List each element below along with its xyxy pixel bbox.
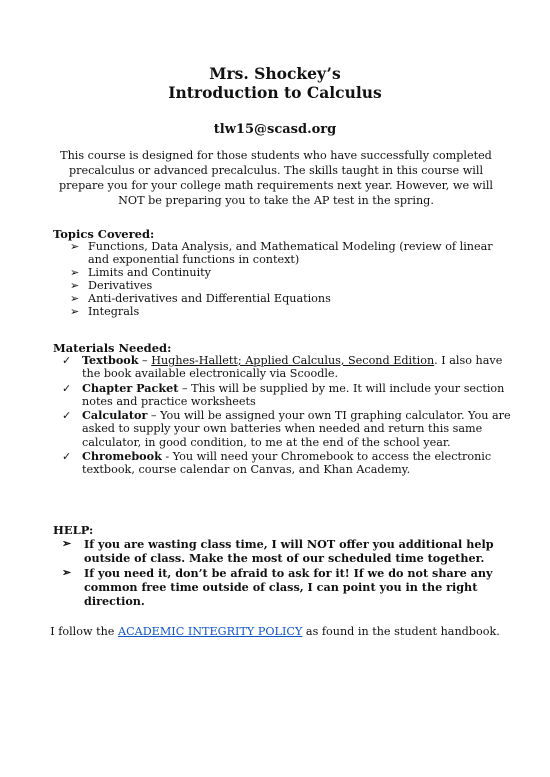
- list-item: ➢ Functions, Data Analysis, and Mathematical Modeling (review of linear and exponential functions in context): [70, 240, 493, 266]
- arrow-bullet-icon: ➢: [70, 292, 80, 305]
- material-label-textbook: Textbook: [82, 353, 139, 367]
- help-heading: HELP:: [53, 523, 94, 537]
- teacher-email: tlw15@scasd.org: [213, 122, 337, 137]
- materials-list: [62, 354, 512, 478]
- document-title: [0, 64, 550, 102]
- materials-heading: Materials Needed:: [53, 341, 172, 355]
- list-item: ➢ Derivatives: [70, 279, 153, 292]
- check-icon: ✓: [62, 381, 72, 395]
- arrow-bullet-icon: ➢: [70, 266, 80, 279]
- list-item: ➢ Integrals: [70, 305, 140, 318]
- arrow-bullet-icon: ➢: [70, 279, 80, 292]
- title-line-2: Introduction to Calculus: [168, 83, 382, 102]
- integrity-note: I follow the ACADEMIC INTEGRITY POLICY as found in the student handbook.: [50, 625, 500, 638]
- list-item: ➢ If you are wasting class time, I will NOT offer you additional help outside of class. Make the most of our scheduled time together.: [62, 537, 494, 565]
- academic-integrity-link[interactable]: ACADEMIC INTEGRITY POLICY: [117, 625, 303, 638]
- list-item: ➢ Anti-derivatives and Differential Equations: [70, 292, 331, 305]
- intro-paragraph: This course is designed for those students who have successfully completed precalculus or advanced precalculus. The skills taught in this course will prepare you for your college math requirements next year. However, we will NOT be preparing you to take the AP test in the spring.: [59, 149, 493, 207]
- arrow-bullet-icon: ➢: [62, 566, 72, 579]
- arrow-bullet-icon: ➢: [70, 240, 80, 253]
- check-icon: ✓: [62, 450, 72, 464]
- list-item: ✓ Chapter Packet – This will be supplied by me. It will include your section notes and practice worksheets: [62, 380, 505, 408]
- topics-list: [70, 240, 510, 318]
- textbook-title: Hughes-Hallett; Applied Calculus, Second Edition: [151, 354, 435, 367]
- title-line-1: Mrs. Shockey’s: [209, 64, 341, 83]
- check-icon: ✓: [62, 409, 72, 423]
- material-label-chromebook: Chromebook: [82, 449, 162, 464]
- material-label-calculator: Calculator: [82, 408, 148, 423]
- list-item: ➢ Limits and Continuity: [70, 266, 211, 279]
- material-label-chapter-packet: Chapter Packet: [82, 380, 179, 395]
- list-item: ✓ Textbook – Hughes-Hallett; Applied Calculus, Second Edition. I also have the book available electronically via Scoodle.: [62, 353, 503, 381]
- list-item: ➢ If you need it, don’t be afraid to ask for it! If we do not share any common free time outside of class, I can point you in the right direction.: [62, 566, 493, 608]
- arrow-bullet-icon: ➢: [62, 537, 72, 550]
- check-icon: ✓: [62, 354, 72, 367]
- help-list: [62, 537, 510, 609]
- topics-heading: Topics Covered:: [53, 227, 155, 241]
- list-item: ✓ Calculator – You will be assigned your own TI graphing calculator. You are asked to supply your own batteries when needed and return this same calculator, in good condition, to me at the end of the school year.: [62, 408, 511, 449]
- list-item: ✓ Chromebook - You will need your Chromebook to access the electronic textbook, course calendar on Canvas, and Khan Academy.: [62, 449, 492, 477]
- arrow-bullet-icon: ➢: [70, 305, 80, 318]
